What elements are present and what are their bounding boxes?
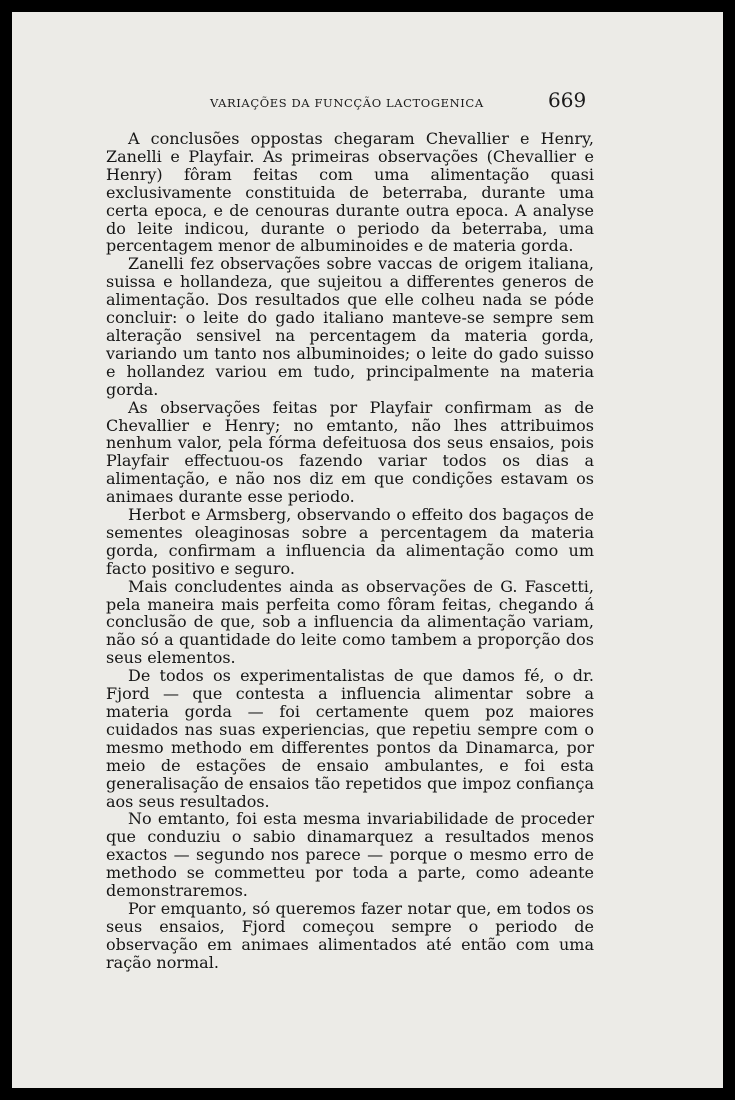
paragraph: Zanelli fez observações sobre vaccas de origem italiana, suissa e hollandeza, que sujeitou a differentes generos de alimentação. Dos resultados que elle colheu nada se póde concluir: o leite do gado italiano manteve-se sempre sem alteração sensivel na percentagem da materia gorda, variando um tanto nos albuminoides; o leite do gado suisso e hollandez variou em tudo, principalmente na materia gorda.	[106, 254, 594, 399]
paragraph: As observações feitas por Playfair confirmam as de Chevallier e Henry; no emtanto, não lhes attribuimos nenhum valor, pela fórma defeituosa dos seus ensaios, pois Playfair effectuou-os fazendo variar todos os dias a alimentação, e não nos diz em que condições estavam os animaes durante esse periodo.	[106, 397, 594, 507]
paragraph: Por emquanto, só queremos fazer notar que, em todos os seus ensaios, Fjord começou sempre o periodo de observação em animaes alimentados até então com uma ração normal.	[106, 898, 594, 972]
paragraph: A conclusões oppostas chegaram Chevallier e Henry, Zanelli e Playfair. As primeiras observações (Chevallier e Henry) fôram feitas com uma alimentação quasi exclusivamente constituida de beterraba, durante uma certa epoca, e de cenouras durante outra epoca. A analyse do leite indicou, durante o periodo da beterraba, uma percentagem menor de albuminoides e de materia gorda.	[106, 129, 594, 256]
paragraph: De todos os experimentalistas de que damos fé, o dr. Fjord — que contesta a influencia alimentar sobre a materia gorda — foi certamente quem poz maiores cuidados nas suas experiencias, que repetiu sempre com o mesmo methodo em differentes pontos da Dinamarca, por meio de estações de ensaio ambulantes, e foi esta generalisação de ensaios tão repetidos que impoz confiança aos seus resultados.	[106, 666, 594, 811]
paragraph: No emtanto, foi esta mesma invariabilidade de proceder que conduziu o sabio dinamarquez a resultados menos exactos — segundo nos parece — porque o mesmo erro de methodo se commetteu por toda a parte, como adeante demonstraremos.	[106, 809, 594, 901]
body-text	[106, 130, 594, 972]
paragraph: Mais concludentes ainda as observações de G. Fascetti, pela maneira mais perfeita como fôram feitas, chegando á conclusão de que, sob a influencia da alimentação variam, não só a quantidade do leite como tambem a proporção dos seus elementos.	[106, 576, 594, 668]
book-page	[12, 12, 723, 1088]
page-number: 669	[548, 88, 587, 112]
paragraph: Herbot e Armsberg, observando o effeito dos bagaços de sementes oleaginosas sobre a percentagem da materia gorda, confirmam a influencia da alimentação como um facto positivo e seguro.	[106, 505, 594, 578]
page-header	[12, 88, 723, 118]
running-title: VARIAÇÕES DA FUNCÇÃO LACTOGENICA	[210, 96, 484, 110]
